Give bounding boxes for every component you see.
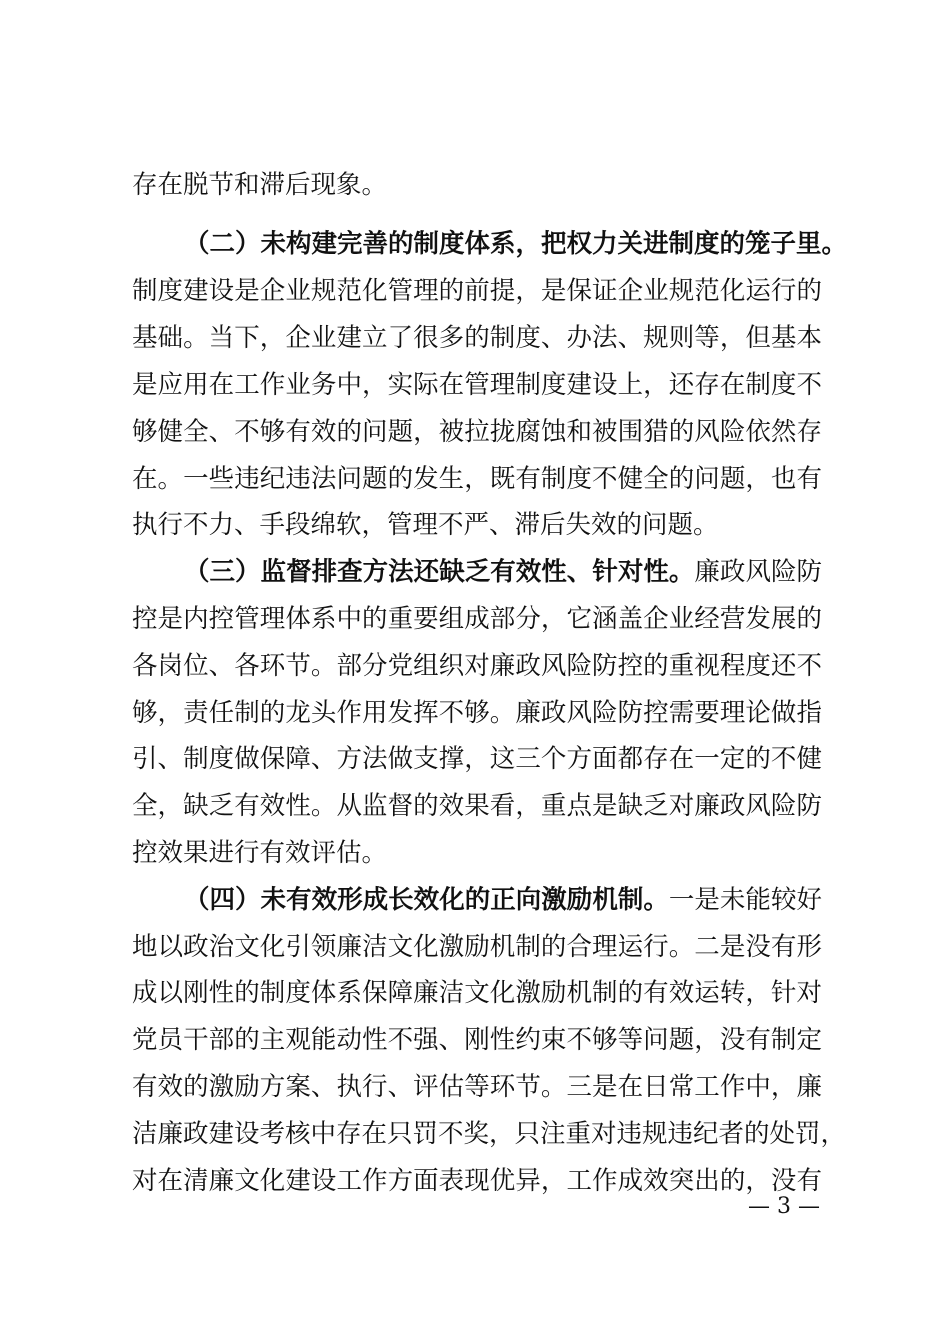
- heading-text: （二）未构建完善的制度体系，把权力关进制度的笼子里。: [184, 229, 848, 259]
- text-line: [132, 836, 822, 870]
- text-line: [132, 1164, 822, 1198]
- section-heading-3: [184, 555, 822, 589]
- text-line: [132, 1117, 847, 1151]
- line-text: 地以政治文化引领廉洁文化激励机制的合理运行。二是没有形: [132, 932, 822, 962]
- text-line: [132, 696, 822, 730]
- line-text: 全，缺乏有效性。从监督的效果看，重点是缺乏对廉政风险防: [132, 791, 822, 821]
- line-text: 控效果进行有效评估。: [132, 838, 388, 868]
- line-text: 控是内控管理体系中的重要组成部分，它涵盖企业经营发展的: [132, 604, 822, 634]
- text-line: [132, 976, 822, 1010]
- heading-text: （四）未有效形成长效化的正向激励机制。: [184, 885, 669, 915]
- page-number: — 3 —: [748, 1194, 820, 1219]
- text-line: [132, 274, 822, 308]
- text-line: [132, 508, 822, 542]
- text-line: [132, 930, 822, 964]
- line-text: 够健全、不够有效的问题，被拉拢腐蚀和被围猎的风险依然存: [132, 417, 822, 447]
- text-line: [132, 649, 822, 683]
- line-text: 基础。当下，企业建立了很多的制度、办法、规则等，但基本: [132, 323, 822, 353]
- text-line: [132, 415, 822, 449]
- line-text: 存在脱节和滞后现象。: [132, 170, 388, 200]
- text-line: [132, 368, 822, 402]
- text-line: [132, 321, 822, 355]
- line-text: 够，责任制的龙头作用发挥不够。廉政风险防控需要理论做指: [132, 698, 822, 728]
- line-text: 各岗位、各环节。部分党组织对廉政风险防控的重视程度还不: [132, 651, 822, 681]
- text-line: [132, 168, 822, 202]
- line-text: 成以刚性的制度体系保障廉洁文化激励机制的有效运转，针对: [132, 978, 822, 1008]
- text-line: [132, 602, 822, 636]
- line-text: 廉政风险防: [694, 557, 822, 587]
- text-line: [132, 742, 822, 776]
- heading-text: （三）监督排查方法还缺乏有效性、针对性。: [184, 557, 695, 587]
- line-text: 洁廉政建设考核中存在只罚不奖，只注重对违规违纪者的处罚，: [132, 1119, 847, 1149]
- line-text: 一是未能较好: [668, 885, 822, 915]
- line-text: 对在清廉文化建设工作方面表现优异，工作成效突出的，没有: [132, 1166, 822, 1196]
- line-text: 在。一些违纪违法问题的发生，既有制度不健全的问题，也有: [132, 464, 822, 494]
- line-text: 是应用在工作业务中，实际在管理制度建设上，还存在制度不: [132, 370, 822, 400]
- text-line: [132, 1070, 822, 1104]
- line-text: 有效的激励方案、执行、评估等环节。三是在日常工作中，廉: [132, 1072, 822, 1102]
- line-text: 党员干部的主观能动性不强、刚性约束不够等问题，没有制定: [132, 1025, 822, 1055]
- line-text: 制度建设是企业规范化管理的前提，是保证企业规范化运行的: [132, 276, 822, 306]
- line-text: 引、制度做保障、方法做支撑，这三个方面都存在一定的不健: [132, 744, 822, 774]
- line-text: 执行不力、手段绵软，管理不严、滞后失效的问题。: [132, 510, 719, 540]
- section-heading-4: [184, 883, 822, 917]
- text-line: [132, 462, 822, 496]
- text-line: [132, 789, 822, 823]
- section-heading-2: [184, 227, 848, 261]
- text-line: [132, 1023, 822, 1057]
